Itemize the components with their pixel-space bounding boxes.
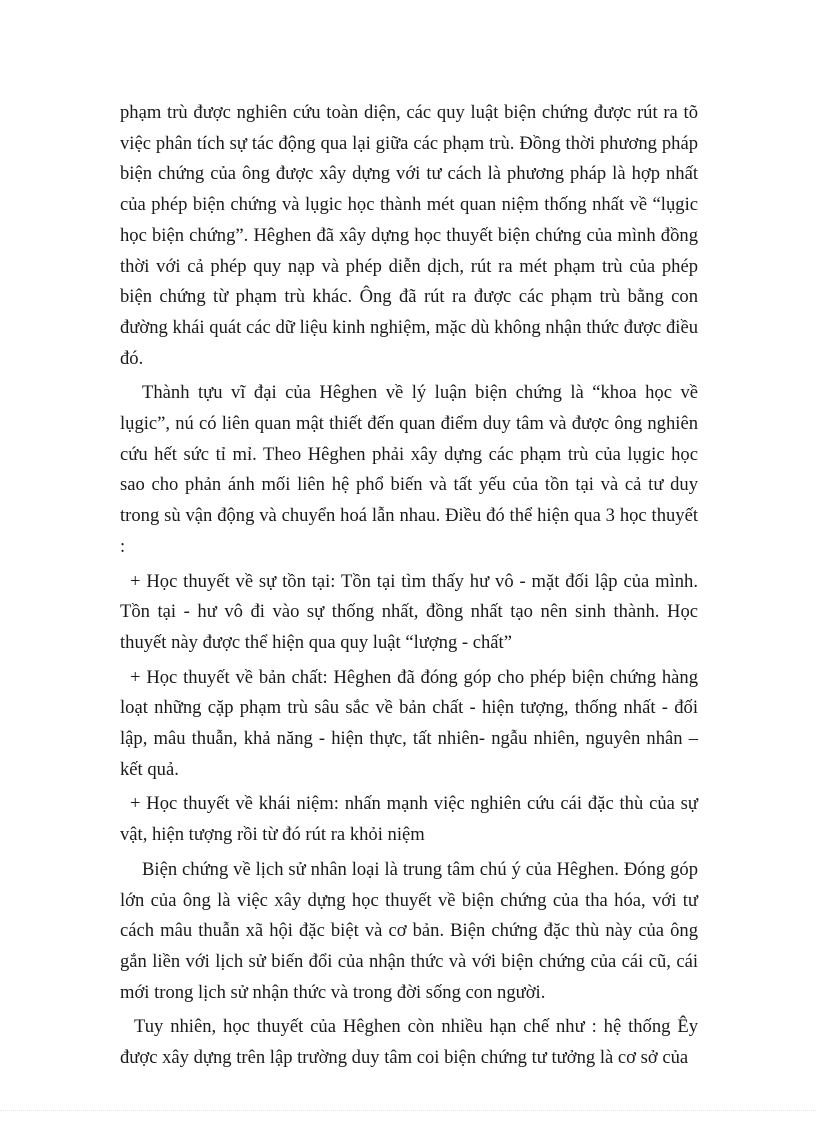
body-text [120, 98, 698, 1074]
paragraph-3: Biện chứng về lịch sử nhân loại là trung tâm chú ý của Hêghen. Đóng góp lớn của ông là việc xây dựng học thuyết về biện chứng của tha hóa, với tư cách mâu thuẫn xã hội đặc biệt và cơ bản. Biện chứng đặc thù này của ông gắn liền với lịch sử biến đổi của nhận thức và với biện chứng của cái cũ, cái mới trong lịch sử nhận thức và trong đời sống con người. [120, 858, 698, 1003]
bullet-existence: + Học thuyết về sự tồn tại: Tồn tại tìm thấy hư vô - mặt đối lập của mình. Tồn tại - hư vô đi vào sự thống nhất, đồng nhất tạo nên sinh thành. Học thuyết này được thể hiện qua quy luật “lượng - chất” [120, 570, 698, 653]
page-bottom-divider [0, 1110, 816, 1111]
bullet-essence: + Học thuyết về bản chất: Hêghen đã đóng góp cho phép biện chứng hàng loạt những cặp phạm trù sâu sắc về bản chất - hiện tượng, thống nhất - đối lập, mâu thuẫn, khả năng - hiện thực, tất nhiên- ngẫu nhiên, nguyên nhân – kết quả. [120, 666, 698, 780]
paragraph-1: phạm trù được nghiên cứu toàn diện, các quy luật biện chứng được rút ra tõ việc phân tích sự tác động qua lại giữa các phạm trù. Đồng thời phương pháp biện chứng của ông được xây dựng với tư cách là phương pháp là hợp nhất của phép biện chứng và lụgic học thành mét quan niệm thống nhất về “lụgic học biện chứng”. Hêghen đã xây dựng học thuyết biện chứng của mình đồng thời với cả phép quy nạp và phép diễn dịch, rút ra mét phạm trù của phép biện chứng từ phạm trù khác. Ông đã rút ra được các phạm trù bằng con đường khái quát các dữ liệu kinh nghiệm, mặc dù không nhận thức được điều đó. [120, 102, 698, 369]
paragraph-2: Thành tựu vĩ đại của Hêghen về lý luận biện chứng là “khoa học về lụgic”, nú có liên quan mật thiết đến quan điểm duy tâm và được ông nghiên cứu hết sức tỉ mỉ. Theo Hêghen phải xây dựng các phạm trù của lụgic học sao cho phản ánh mối liên hệ phổ biến và tất yếu của tồn tại và cả tư duy trong sù vận động và chuyển hoá lẫn nhau. Điều đó thể hiện qua 3 học thuyết : [120, 382, 698, 557]
bullet-concept: + Học thuyết về khái niệm: nhấn mạnh việc nghiên cứu cái đặc thù của sự vật, hiện tượng rồi từ đó rút ra khỏi niệm [120, 793, 698, 846]
paragraph-4: Tuy nhiên, học thuyết của Hêghen còn nhiều hạn chế như : hệ thống Êy được xây dựng trên lập trường duy tâm coi biện chứng tư tưởng là cơ sở của [120, 1016, 698, 1069]
